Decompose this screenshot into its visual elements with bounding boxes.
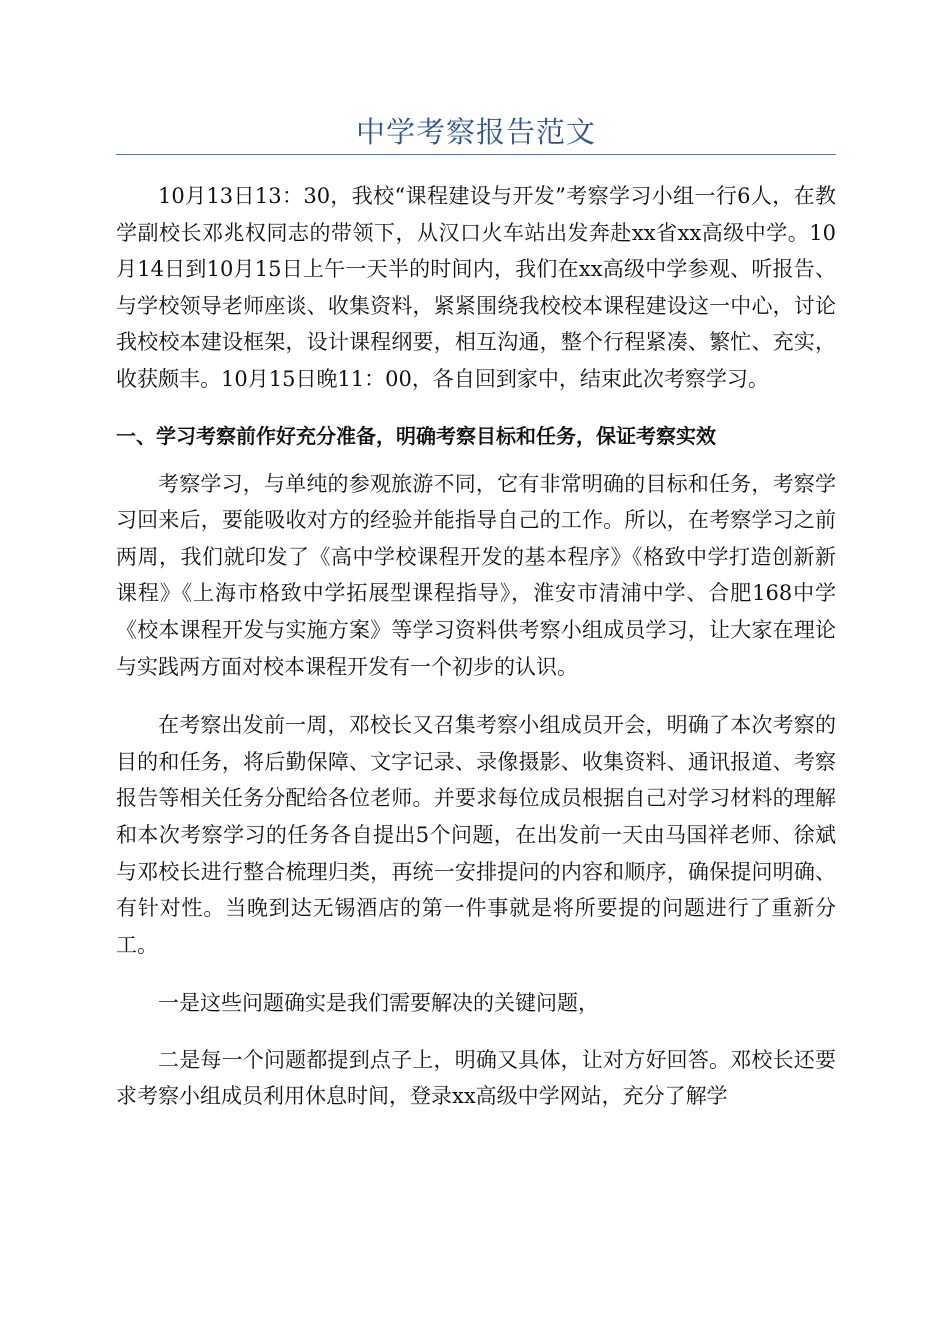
paragraph-preparation: 考察学习，与单纯的参观旅游不同，它有非常明确的目标和任务，考察学习回来后，要能吸收对方的经验并能指导自己的工作。所以，在考察学习之前两周，我们就印发了《高中学校课程开发的基本程序》《格致中学打造创新新课程》《上海市格致中学拓展型课程指导》，淮安市清浦中学、合肥168中学《校本课程开发与实施方案》等学习资料供考察小组成员学习，让大家在理论与实践两方面对校本课程开发有一个初步的认识。 [116, 471, 836, 679]
paragraph-intro: 10月13日13：30，我校“课程建设与开发”考察学习小组一行6人，在教学副校长邓兆权同志的带领下，从汉口火车站出发奔赴xx省xx高级中学。10月14日到10月15日上午一天半的时间内，我们在xx高级中学参观、听报告、与学校领导老师座谈、收集资料，紧紧围绕我校校本课程建设这一中心，讨论我校校本建设框架，设计课程纲要，相互沟通，整个行程紧凑、繁忙、充实，收获颇丰。10月15日晚11：00，各自回到家中，结束此次考察学习。 [116, 184, 836, 391]
paragraph-meeting: 在考察出发前一周，邓校长又召集考察小组成员开会，明确了本次考察的目的和任务，将后勤保障、文字记录、录像摄影、收集资料、通讯报道、考察报告等相关任务分配给各位老师。并要求每位成员根据自己对学习材料的理解和本次考察学习的任务各自提出5个问题，在出发前一天由马国祥老师、徐斌与邓校长进行整合梳理归类，再统一安排提问的内容和顺序，确保提问明确、有针对性。当晚到达无锡酒店的第一件事就是将所要提的问题进行了重新分工。 [116, 713, 836, 957]
document-body [116, 178, 836, 1137]
section-heading-1: 一、学习考察前作好充分准备，明确考察目标和任务，保证考察实效 [116, 423, 716, 448]
paragraph-point-one: 一是这些问题确实是我们需要解决的关键问题， [158, 991, 599, 1016]
paragraph-point-two: 二是每一个问题都提到点子上，明确又具体，让对方好回答。邓校长还要求考察小组成员利用休息时间，登录xx高级中学网站，充分了解学 [116, 1047, 836, 1109]
title-underline [116, 154, 836, 155]
document-title: 中学考察报告范文 [355, 115, 596, 149]
